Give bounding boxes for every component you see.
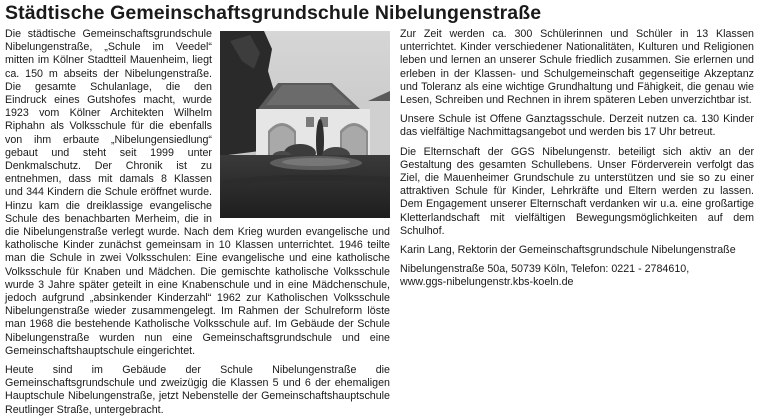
author-signature: Karin Lang, Rektorin der Gemeinschaftsgrundschule Nibelungenstraße bbox=[400, 244, 736, 257]
school-building-photo bbox=[220, 31, 390, 218]
left-column bbox=[5, 28, 390, 417]
contact-address: Nibelungenstraße 50a, 50739 Köln, Telefon: 0221 - 2784610, bbox=[400, 263, 690, 276]
right-column bbox=[400, 28, 754, 290]
parents-paragraph: Die Elternschaft der GGS Nibelungenstr. beteiligt sich aktiv an der Gestaltung des gesamten Schullebens. Unser Förderverein verfolgt das Ziel, die Mauenheimer Grundschule zu unterstützen und sie so zu einer attraktiven Schule für Kinder, Lehrkräfte und Eltern werden zu lassen. Dem Engagement unserer Elternschaft verdanken wir u.a. eine großartige Kletterlandschaft mit vielfältigen Bewegungsmöglichkeiten auf dem Schulhof. bbox=[400, 145, 754, 237]
history-paragraph: Die städtische Gemeinschaftsgrundschule Nibelungenstraße, „Schule im Veedel“ mitten im Kölner Stadtteil Mauenheim, liegt ca. 150 m abseits der Nibelungenstraße. Die gesamte Schulanlage, die den Eindruck eines Gutshofes macht, wurde 1923 vom Kölner Architekten Wilhelm Riphahn als Volksschule für die ebenfalls von ihm erbaute „Nibelungensiedlung“ gebaut und steht seit 1999 unter Denkmalschutz. Der Chronik ist zu entnehmen, dass mit damals 8 Klassen und 344 Kindern die Schule eröffnet wurde. Hinzu kam die dreiklassige evangelische Schule des benachbarten Merheim, die in die Nibelungenstraße verlegt wurde. Nach dem Krieg wurden evangelische und katholische Kinder zunächst gemeinsam in 10 Klassen unterrichtet. 1946 teilte man die Schule in zwei Volksschulen: Eine evangelische und eine katholische Volksschule für Knaben und Mädchen. Die gemischte katholische Volksschule wurde 3 Jahre später geteilt in eine Knabenschule und in eine Mädchenschule, jedoch aufgrund „absinkender Kinderzahl“ 1962 zur Katholischen Volksschule Nibelungenstraße wieder zusammengelegt. Im Rahmen der Schulreform löste man 1968 die bestehende Katholische Volksschule auf. Im Gebäude der Schule Nibelungenstraße wurden nun eine Gemeinschaftsgrundschule und eine Gemeinschaftshauptschule eingerichtet. bbox=[5, 28, 390, 357]
website-link[interactable]: www.ggs-nibelungenstr.kbs-koeln.de bbox=[400, 276, 574, 289]
all-day-school-paragraph: Unsere Schule ist Offene Ganztagsschule. Derzeit nutzen ca. 130 Kinder das vielfältige Nachmittagsangebot und werden bis 17 Uhr betreut. bbox=[400, 113, 754, 139]
current-use-paragraph: Heute sind im Gebäude der Schule Nibelungenstraße die Gemeinschaftsgrundschule und zweizügig die Klassen 5 und 6 der ehemaligen Hauptschule Nibelungenstraße, jetzt Nebenstelle der Gemeinschaftshauptschule Reutlinger Straße, untergebracht. bbox=[5, 364, 390, 416]
students-paragraph: Zur Zeit werden ca. 300 Schülerinnen und Schüler in 13 Klassen unterrichtet. Kinder verschiedener Nationalitäten, Kulturen und Religionen leben und lernen an unserer Schule friedlich zusammen. Sie erlernen und erleben in der Klassen- und Schulgemeinschaft gegenseitige Akzeptanz und Toleranz als eine wichtige Grundhaltung und Fähigkeit, die genau wie Lesen, Schreiben und Rechnen in ihrem späteren Leben unverzichtbar ist. bbox=[400, 28, 754, 107]
page-title: Städtische Gemeinschaftsgrundschule Nibelungenstraße bbox=[5, 2, 542, 24]
